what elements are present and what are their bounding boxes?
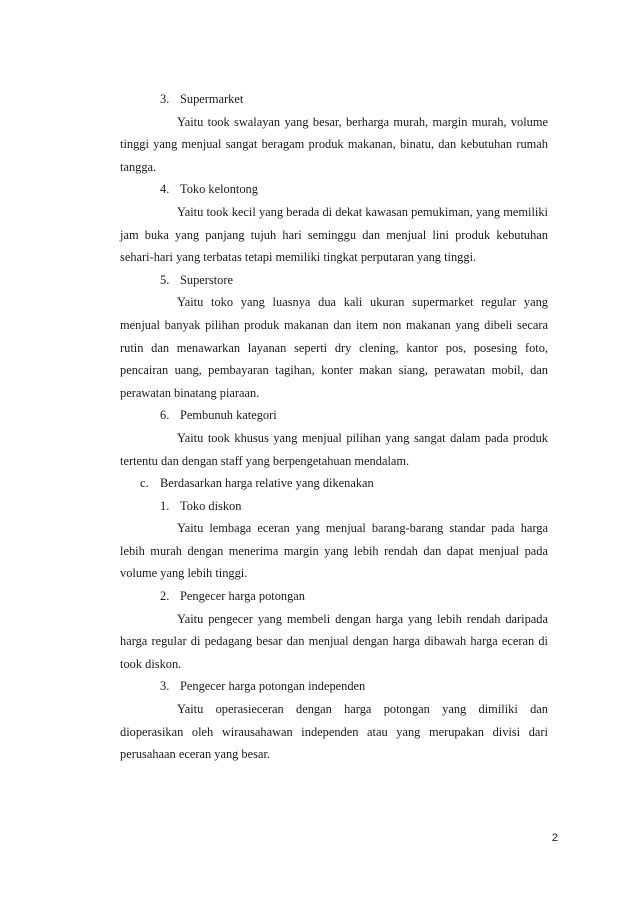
list-number: 4. bbox=[160, 182, 170, 197]
heading-text: Berdasarkan harga relative yang dikenakan bbox=[160, 476, 374, 491]
paragraph: Yaitu operasieceran dengan harga potongan yang dimiliki dan dioperasikan oleh wirausahawan independen atau yang merupakan divisi dari perusahaan eceran yang besar. bbox=[120, 702, 548, 762]
list-heading bbox=[120, 269, 548, 292]
heading-text: Toko kelontong bbox=[180, 182, 258, 197]
heading-text: Superstore bbox=[180, 272, 233, 287]
list-heading bbox=[120, 404, 548, 427]
heading-text: Pembunuh kategori bbox=[180, 408, 277, 423]
section-heading bbox=[120, 472, 548, 495]
heading-text: Pengecer harga potongan independen bbox=[180, 679, 366, 694]
paragraph: Yaitu took kecil yang berada di dekat kawasan pemukiman, yang memiliki jam buka yang panjang tujuh hari seminggu dan menjual lini produk kebutuhan sehari-hari yang terbatas tetapi memiliki tingkat perputaran yang tinggi. bbox=[120, 204, 548, 265]
list-number: 3. bbox=[160, 92, 170, 106]
heading-text: Pengecer harga potongan bbox=[180, 589, 306, 604]
heading-text: Toko diskon bbox=[180, 498, 242, 513]
list-number: 6. bbox=[160, 408, 170, 423]
list-heading bbox=[120, 675, 548, 698]
paragraph: Yaitu took swalayan yang besar, berharga murah, margin murah, volume tinggi yang menjual sangat beragam produk makanan, binatu, dan kebutuhan rumah tangga. bbox=[120, 114, 548, 174]
list-number: 3. bbox=[160, 679, 170, 694]
list-heading bbox=[120, 88, 548, 111]
list-number: 5. bbox=[160, 272, 170, 287]
paragraph: Yaitu pengecer yang membeli dengan harga yang lebih rendah daripada harga regular di pedagang besar dan menjual dengan harga dibawah harga eceran di took diskon. bbox=[120, 611, 548, 671]
paragraph: Yaitu lembaga eceran yang menjual barang-barang standar pada harga lebih murah dengan menerima margin yang lebih rendah dan dapat menjual pada volume yang lebih tinggi. bbox=[120, 521, 548, 581]
heading-text: Supermarket bbox=[180, 92, 244, 106]
list-heading bbox=[120, 585, 548, 608]
list-heading bbox=[120, 495, 548, 518]
list-number: 2. bbox=[160, 589, 170, 604]
paragraph: Yaitu toko yang luasnya dua kali ukuran supermarket regular yang menjual banyak pilihan produk makanan dan item non makanan yang dibeli secara rutin dan menawarkan layanan seperti dry clening, kantor pos, posesing foto, pencairan uang, pembayaran tagihan, konter makan siang, perawatan mobil, dan perawatan binatang piaraan. bbox=[120, 295, 548, 400]
paragraph: Yaitu took khusus yang menjual pilihan yang sangat dalam pada produk tertentu dan dengan staff yang berpengetahuan mendalam. bbox=[120, 430, 548, 468]
list-number: c. bbox=[140, 476, 149, 491]
list-number: 1. bbox=[160, 498, 170, 513]
page-number: 2 bbox=[551, 832, 558, 844]
page-content bbox=[120, 88, 548, 766]
list-heading bbox=[120, 178, 548, 201]
